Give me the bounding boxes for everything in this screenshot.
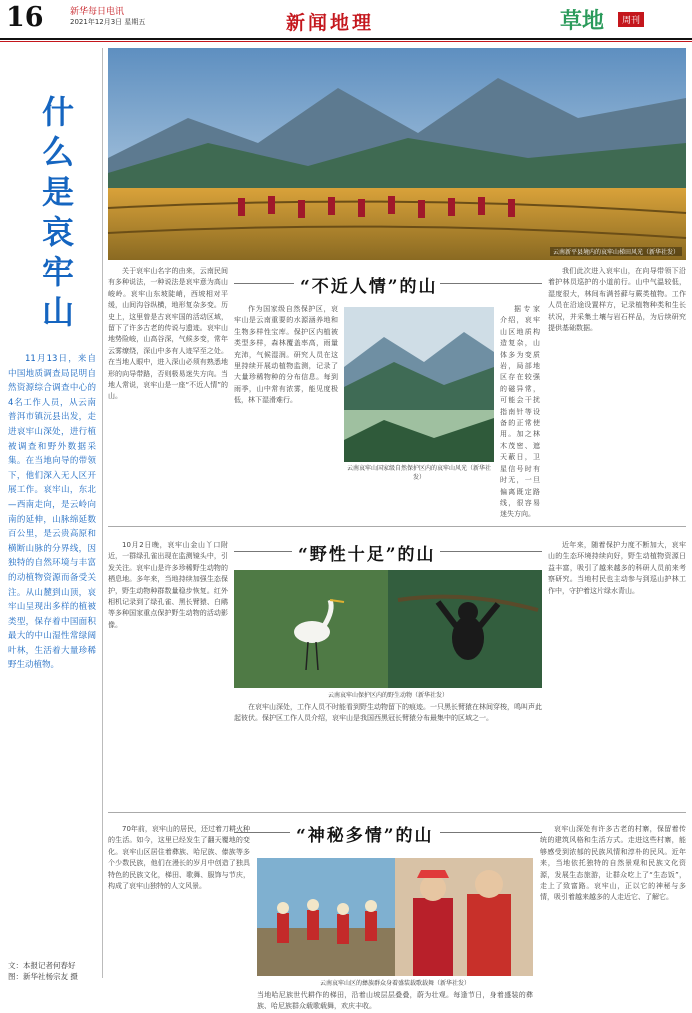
article-text: 70年前，哀牢山的居民，还过着刀耕火种的生活。如今，这里已经发生了翻天覆地的变化。哀牢山区居住着彝族、哈尼族、傣族等多个少数民族，他们在漫长的岁月中创造了独具特色的民族文化，梯田、歌舞、服饰与节庆，构成了哀牢山独特的人文风景。 — [108, 825, 250, 891]
heading-rule-left — [234, 551, 292, 552]
forest-photo — [344, 410, 494, 462]
article-text: 当地哈尼族世代耕作的梯田，沿着山坡层层叠叠，蔚为壮观。每逢节日，身着盛装的彝族、哈尼族群众载歌载舞，欢庆丰收。 — [257, 991, 533, 1011]
egret-image — [234, 570, 388, 688]
brand-logo: 草地 — [560, 8, 605, 34]
article-text: 在哀牢山深处，工作人员不时能看到野生动物留下的痕迹。一只黑长臂猿在林间穿梭，鸣叫声此起彼伏。保护区工作人员介绍，哀牢山是我国西黑冠长臂猿分布最集中的区域之一。 — [234, 703, 542, 723]
article-text: 10月2日晚，哀牢山金山丫口附近，一群绿孔雀出现在监测镜头中，引发关注。哀牢山是许多珍稀野生动物的栖息地。多年来，当地持续加强生态保护，野生动物种群数量稳步恢复。红外相机记录到了绿孔雀、黑长臂猿、白鹇等多种国家重点保护野生动物的活动影像。 — [108, 541, 228, 629]
article-text: 关于哀牢山名字的由来，云南民间有多种说法，一种说法是哀牢意为高山峻岭。哀牢山东坡陡峭，西坡相对平缓，山间沟谷纵横，地形复杂多变。历史上，这里曾是古哀牢国的活动区域，留下了许多古老的传说与遗迹。哀牢山地势险峻，山高谷深，气候多变，常年云雾缭绕，深山中多有人迹罕至之处。在当地人眼中，进入深山必须有熟悉地形的向导带路，否则极易迷失方向。当地人常说，哀牢山是一座“不近人情”的山。 — [108, 267, 228, 401]
dancers-image — [257, 858, 395, 976]
wildlife-caption: 云南哀牢山保护区内的野生动物（新华社发） — [327, 692, 448, 699]
hero-photo — [108, 48, 686, 260]
hero-caption: 云南新平县境内的哀牢山梯田风光（新华社发） — [550, 247, 682, 256]
section-heading-1: “不近人情”的山 — [300, 277, 438, 297]
terrace-landscape-image — [108, 48, 686, 260]
article-text: 我们此次进入哀牢山，在向导带领下沿着护林员巡护的小道前行。山中气温较低，湿度很大，林间布满苔藓与蕨类植物。工作人员在沿途设置样方，记录植物种类和生长状况，并采集土壤与岩石样品，为后续研究提供基础数据。 — [548, 267, 686, 333]
page-number: 16 — [6, 2, 44, 33]
feature-title: 什么是哀牢山 — [41, 93, 74, 331]
article-text: 作为国家级自然保护区，哀牢山是云南重要的水源涵养地和生物多样性宝库。保护区内植被类型多样，森林覆盖率高，雨量充沛，气候湿润。研究人员在这里持续开展动植物监测，记录了大量珍稀物种的分布信息。每到雨季，山中常有浓雾，能见度极低，林下湿滑难行。 — [234, 305, 338, 405]
article-text: 哀牢山深处有许多古老的村寨，保留着传统的建筑风格和生活方式。走进这些村寨，能够感受到浓郁的民族风情和淳朴的民风。近年来，当地依托独特的自然景观和民族文化资源，发展生态旅游，让群众吃上了“生态饭”，走上了致富路。哀牢山，正以它的神秘与多情，吸引着越来越多的人走近它、了解它。 — [540, 825, 686, 902]
heading-rule-right — [440, 551, 542, 552]
mountain-mist-image — [344, 307, 494, 410]
newspaper-name: 新华每日电讯 — [70, 7, 125, 17]
heading-rule-right — [440, 283, 542, 284]
article-text: 据专家介绍，哀牢山区地质构造复杂，山体多为变质岩，局部地区存在较强的磁异常，可能会干扰指南针等设备的正常使用。加之林木茂密、遮天蔽日，卫星信号时有时无，一旦偏离既定路线，很容易迷失方向。 — [500, 305, 540, 519]
gibbon-photo — [388, 570, 542, 688]
issue-date: 2021年12月3日 星期五 — [70, 18, 146, 26]
costume-photo — [395, 858, 533, 976]
gibbon-image — [388, 570, 542, 688]
village-photo — [257, 858, 395, 976]
heading-rule-left — [234, 283, 294, 284]
heading-rule-right — [440, 832, 542, 833]
forest-ridge-image — [344, 410, 494, 462]
credit-text: 文：本报记者何春好 — [8, 961, 76, 970]
section-divider — [108, 526, 686, 527]
mountain-photo — [344, 307, 494, 410]
section-heading-3: “神秘多情”的山 — [296, 826, 434, 846]
egret-photo — [234, 570, 388, 688]
article-text: 近年来，随着保护力度不断加大，哀牢山的生态环境持续向好，野生动植物资源日益丰富，吸引了越来越多的科研人员前来考察研究。当地村民也主动参与到巡山护林工作中，守护着这片绿水青山。 — [548, 541, 686, 595]
weekly-badge: 周刊 — [618, 12, 644, 27]
credit-photo: 图：新华社杨宗友 摄 — [8, 972, 78, 981]
women-costume-image — [395, 858, 533, 976]
credit — [8, 960, 78, 982]
column-divider — [102, 48, 103, 978]
feature-intro: 11月13日，来自中国地质调查局昆明自然资源综合调查中心的4名工作人员，从云南普洱市镇沅县出发，走进哀牢山深处，进行植被调查和野外数据采集。在当地向导的带领下，他们深入无人区开展工作。哀牢山，东北—西南走向，是云岭向南的延伸，山脉绵延数百公里，是云贵高原和横断山脉的分界线，因独特的自然环境与丰富的动植物资源而备受关注。从山麓到山顶，哀牢山呈现出多样的植被类型，保存着中国面积最大的中山湿性常绿阔叶林，生活着大量珍稀野生动植物。 — [8, 354, 96, 671]
header-rule — [0, 38, 692, 40]
section-divider — [108, 812, 686, 813]
header-rule-accent — [0, 41, 692, 42]
section-title: 新闻地理 — [286, 12, 375, 34]
people-caption: 云南哀牢山区的彝族群众身着盛装载歌载舞（新华社发） — [319, 980, 470, 987]
section-heading-2: “野性十足”的山 — [298, 545, 436, 565]
mountain-caption: 云南哀牢山国家级自然保护区内的哀牢山风光（新华社发） — [346, 465, 491, 481]
